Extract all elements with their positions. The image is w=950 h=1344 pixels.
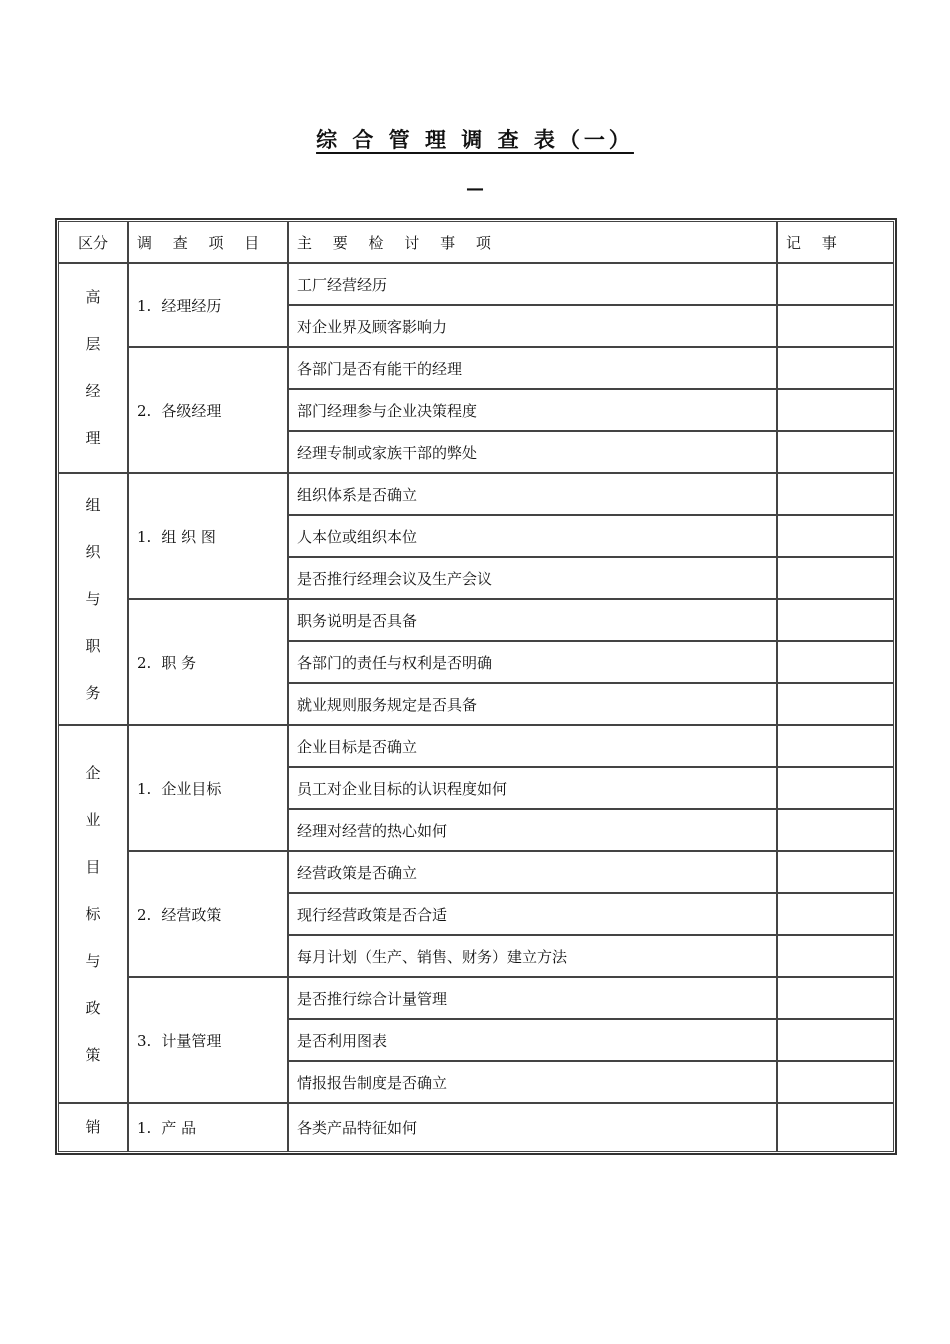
header-row	[58, 221, 894, 263]
table-row	[58, 851, 894, 893]
check-item-cell: 就业规则服务规定是否具备	[288, 683, 777, 725]
item-label: 企业目标	[161, 779, 222, 798]
title-dash: —	[466, 178, 484, 199]
zone-char: 织	[85, 542, 101, 561]
notes-cell[interactable]	[777, 557, 894, 599]
item-number: 2.	[137, 653, 152, 672]
check-item-cell: 部门经理参与企业决策程度	[288, 389, 777, 431]
notes-cell[interactable]	[777, 599, 894, 641]
survey-item-cell	[128, 725, 288, 851]
check-item-cell: 职务说明是否具备	[288, 599, 777, 641]
notes-cell[interactable]	[777, 977, 894, 1019]
notes-cell[interactable]	[777, 431, 894, 473]
notes-cell[interactable]	[777, 767, 894, 809]
check-item-cell: 工厂经营经历	[288, 263, 777, 305]
zone-cell	[58, 1103, 128, 1152]
item-label: 职 务	[161, 653, 197, 672]
item-label: 各级经理	[161, 401, 222, 420]
notes-cell[interactable]	[777, 473, 894, 515]
notes-cell[interactable]	[777, 515, 894, 557]
table-row	[58, 725, 894, 767]
survey-item-cell	[128, 851, 288, 977]
survey-item-cell	[128, 599, 288, 725]
table-row	[58, 347, 894, 389]
item-number: 2.	[137, 401, 152, 420]
header-notes: 记 事	[777, 221, 894, 263]
notes-cell[interactable]	[777, 263, 894, 305]
table-row	[58, 1103, 894, 1152]
item-label: 经营政策	[161, 905, 222, 924]
item-label: 计量管理	[161, 1031, 222, 1050]
notes-cell[interactable]	[777, 1019, 894, 1061]
notes-cell[interactable]	[777, 935, 894, 977]
item-number: 1.	[137, 779, 152, 798]
table-row	[58, 977, 894, 1019]
check-item-cell: 是否推行综合计量管理	[288, 977, 777, 1019]
check-item-cell: 是否利用图表	[288, 1019, 777, 1061]
check-item-cell: 情报报告制度是否确立	[288, 1061, 777, 1103]
zone-char: 策	[85, 1045, 101, 1064]
item-label: 产 品	[161, 1119, 197, 1137]
item-number: 1.	[137, 1119, 152, 1137]
survey-item-cell	[128, 347, 288, 473]
header-zone: 区分	[58, 221, 128, 263]
table-row	[58, 473, 894, 515]
notes-cell[interactable]	[777, 389, 894, 431]
header-check: 主 要 检 讨 事 项	[288, 221, 777, 263]
item-number: 1.	[137, 296, 152, 315]
survey-item-cell	[128, 473, 288, 599]
notes-cell[interactable]	[777, 1103, 894, 1152]
survey-table-frame	[55, 218, 897, 1155]
notes-cell[interactable]	[777, 347, 894, 389]
check-item-cell: 企业目标是否确立	[288, 725, 777, 767]
survey-item-cell	[128, 1103, 288, 1152]
notes-cell[interactable]	[777, 809, 894, 851]
check-item-cell: 人本位或组织本位	[288, 515, 777, 557]
header-item: 调 查 项 目	[128, 221, 288, 263]
notes-cell[interactable]	[777, 641, 894, 683]
zone-char: 与	[85, 589, 101, 608]
zone-char: 业	[85, 810, 101, 829]
zone-char: 经	[85, 382, 101, 400]
check-item-cell: 是否推行经理会议及生产会议	[288, 557, 777, 599]
zone-cell	[58, 473, 128, 725]
item-number: 1.	[137, 527, 152, 546]
check-item-cell: 组织体系是否确立	[288, 473, 777, 515]
check-item-cell: 各类产品特征如何	[288, 1103, 777, 1152]
zone-char: 政	[85, 998, 101, 1017]
item-number: 3.	[137, 1031, 152, 1050]
zone-cell	[58, 725, 128, 1103]
notes-cell[interactable]	[777, 725, 894, 767]
check-item-cell: 经理对经营的热心如何	[288, 809, 777, 851]
item-label: 经理经历	[161, 296, 222, 315]
survey-table	[58, 221, 894, 1152]
check-item-cell: 每月计划（生产、销售、财务）建立方法	[288, 935, 777, 977]
zone-char: 标	[85, 904, 101, 923]
zone-char: 企	[85, 763, 101, 782]
zone-char: 理	[85, 429, 101, 447]
zone-char: 目	[85, 857, 101, 876]
notes-cell[interactable]	[777, 305, 894, 347]
zone-char: 职	[85, 636, 101, 655]
zone-char: 与	[85, 951, 101, 970]
check-item-cell: 员工对企业目标的认识程度如何	[288, 767, 777, 809]
notes-cell[interactable]	[777, 683, 894, 725]
zone-char: 销	[85, 1118, 101, 1136]
check-item-cell: 各部门是否有能干的经理	[288, 347, 777, 389]
check-item-cell: 现行经营政策是否合适	[288, 893, 777, 935]
check-item-cell: 经营政策是否确立	[288, 851, 777, 893]
survey-table-body	[58, 221, 894, 1152]
notes-cell[interactable]	[777, 1061, 894, 1103]
check-item-cell: 各部门的责任与权利是否明确	[288, 641, 777, 683]
item-label: 组 织 图	[161, 527, 216, 546]
notes-cell[interactable]	[777, 893, 894, 935]
check-item-cell: 经理专制或家族干部的弊处	[288, 431, 777, 473]
table-row	[58, 263, 894, 305]
zone-char: 务	[85, 683, 101, 702]
check-item-cell: 对企业界及顾客影响力	[288, 305, 777, 347]
page-title: 综 合 管 理 调 查 表（一）	[316, 128, 634, 152]
zone-char: 高	[85, 288, 101, 306]
notes-cell[interactable]	[777, 851, 894, 893]
item-number: 2.	[137, 905, 152, 924]
zone-char: 组	[85, 495, 101, 514]
zone-char: 层	[85, 335, 101, 353]
survey-item-cell	[128, 263, 288, 347]
table-row	[58, 599, 894, 641]
zone-cell	[58, 263, 128, 473]
survey-item-cell	[128, 977, 288, 1103]
